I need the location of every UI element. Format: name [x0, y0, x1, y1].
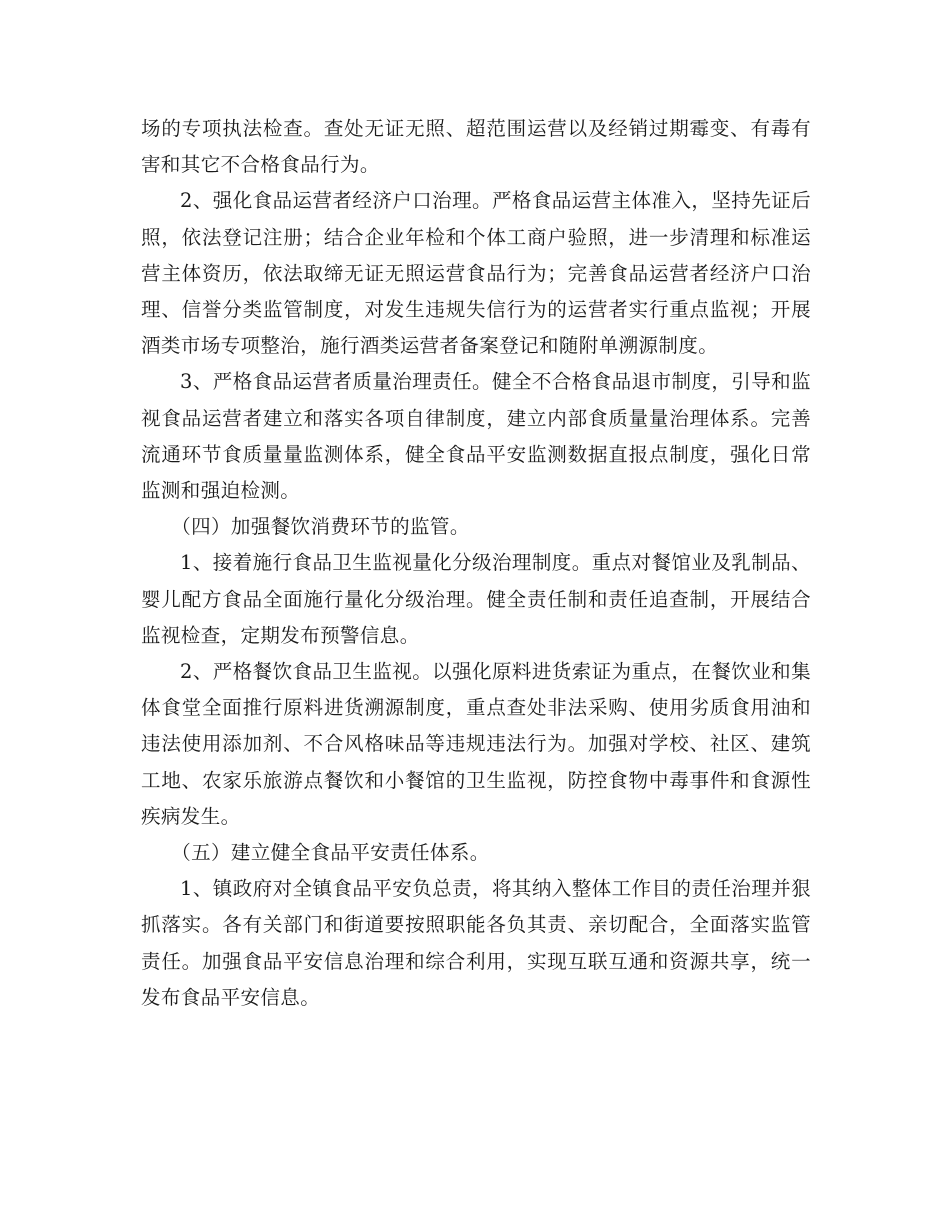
paragraph-item-3-quality-responsibility: 3、严格食品运营者质量治理责任。健全不合格食品退市制度，引导和监视食品运营者建立和落实各项自律制度，建立内部食质量量治理体系。完善流通环节食质量量监测体系，健全食品平安监测数据直报点制度，强化日常监测和强迫检测。 [141, 370, 811, 503]
paragraph-item-1-town-government: 1、镇政府对全镇食品平安负总责，将其纳入整体工作目的责任治理并狠抓落实。各有关部门和街道要按照职能各负其责、亲切配合，全面落实监管责任。加强食品平安信息治理和综合利用，实现互联互通和资源共享，统一发布食品平安信息。 [141, 877, 811, 1009]
section-heading-4: （四）加强餐饮消费环节的监管。 [171, 515, 470, 539]
paragraph-item-2-household-registration: 2、强化食品运营者经济户口治理。严格食品运营主体准入，坚持先证后照，依法登记注册；结合企业年检和个体工商户验照，进一步清理和标准运营主体资历，依法取缔无证无照运营食品行为；完善食品运营者经济户口治理、信誉分类监管制度，对发生违规失信行为的运营者实行重点监视；开展酒类市场专项整治，施行酒类运营者备案登记和随附单溯源制度。 [141, 189, 811, 358]
document-body [141, 111, 811, 1016]
paragraph-item-1-quantified-grading: 1、接着施行食品卫生监视量化分级治理制度。重点对餐馆业及乳制品、婴儿配方食品全面施行量化分级治理。健全责任制和责任追查制，开展结合监视检查，定期发布预警信息。 [141, 551, 811, 647]
paragraph-item-2-catering-hygiene: 2、严格餐饮食品卫生监视。以强化原料进货索证为重点，在餐饮业和集体食堂全面推行原料进货溯源制度，重点查处非法采购、使用劣质食用油和违法使用添加剂、不合风格味品等违规违法行为。加强对学校、社区、建筑工地、农家乐旅游点餐饮和小餐馆的卫生监视，防控食物中毒事件和食源性疾病发生。 [141, 660, 811, 828]
paragraph-continuation: 场的专项执法检查。查处无证无照、超范围运营以及经销过期霉变、有毒有害和其它不合格食品行为。 [141, 117, 811, 177]
section-heading-5: （五）建立健全食品平安责任体系。 [171, 841, 490, 865]
